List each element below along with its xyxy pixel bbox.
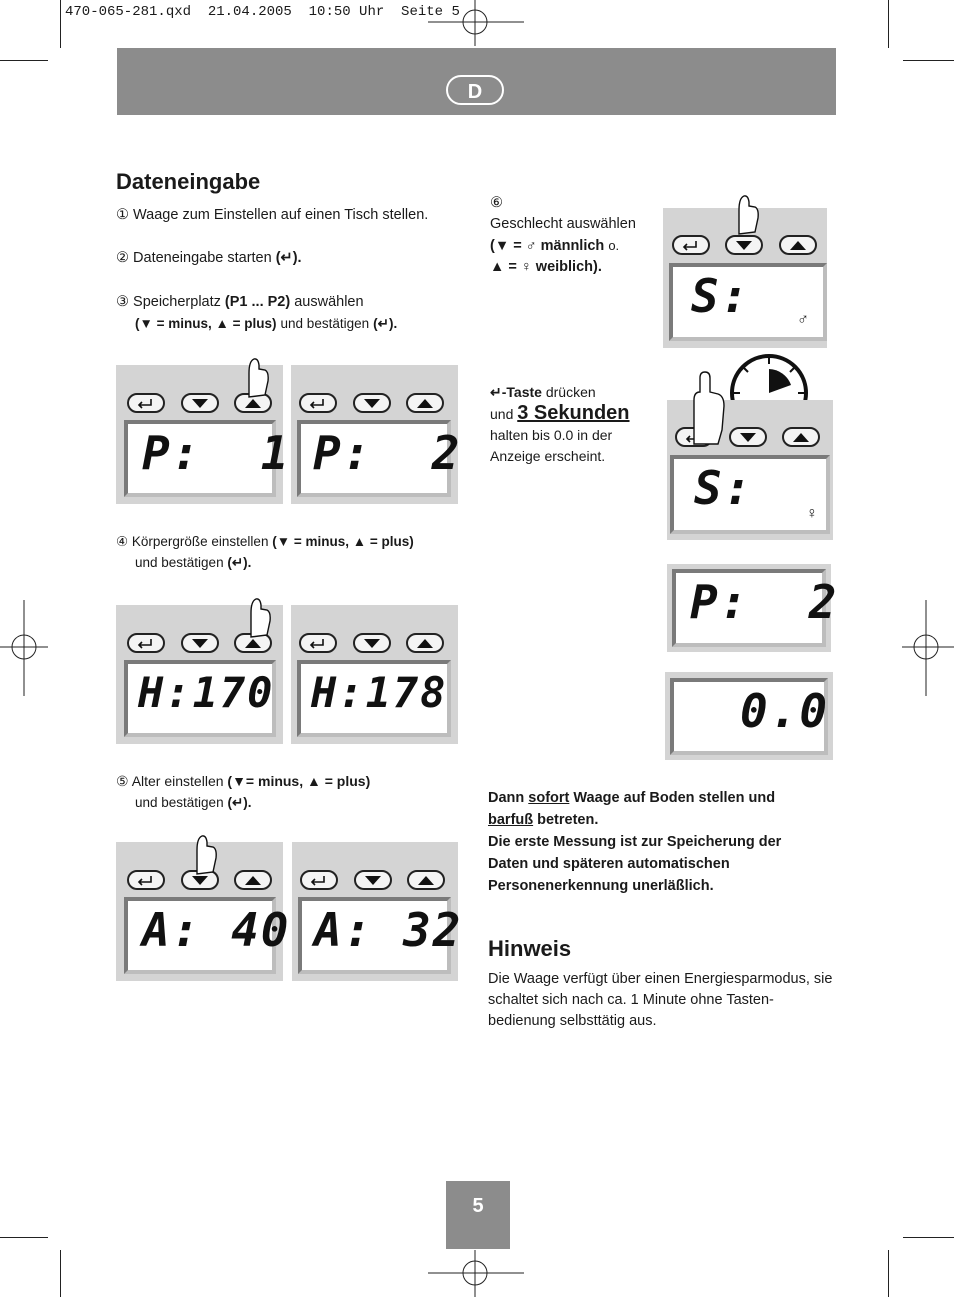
notice-text: Dann [488, 790, 525, 806]
hint-line: schaltet sich nach ca. 1 Minute ohne Tasten- [488, 992, 774, 1008]
step-keys: (▼ = minus, ▲ = plus) [135, 316, 277, 331]
male-label: männlich [540, 238, 605, 254]
hold-instruction [490, 382, 650, 467]
lcd-display [297, 660, 451, 737]
step-number: ① [116, 207, 129, 223]
step-4 [116, 531, 456, 573]
scale-panel-p2 [291, 365, 462, 504]
step-number: ⑤ [116, 773, 129, 789]
registration-mark-right [902, 600, 954, 696]
down-button [725, 235, 763, 255]
enter-button [299, 393, 337, 413]
step-range: (P1 ... P2) [224, 294, 291, 310]
step-text: halten [490, 427, 529, 443]
lcd-reading: A: 32 [314, 903, 463, 957]
enter-symbol: (↵). [227, 555, 252, 570]
lcd-reading: P: 2 [690, 575, 839, 629]
up-button [406, 633, 444, 653]
scale-panel-gender [663, 208, 827, 348]
hint-text [488, 969, 848, 1032]
step-number: ③ [116, 294, 129, 310]
step-number: ⑥ [490, 195, 503, 211]
up-button [407, 870, 445, 890]
enter-button [672, 235, 710, 255]
pointing-finger-icon [243, 595, 273, 639]
lcd-reading: S: [694, 461, 754, 515]
key-down-label: (▼ = [490, 238, 522, 254]
scale-display-zero [665, 672, 833, 760]
scale-panel-height-178 [291, 605, 458, 744]
lcd-display [298, 897, 463, 974]
hint-line: bedienung selbsttätig aus. [488, 1013, 657, 1029]
step-text: auswählen [294, 294, 364, 310]
crop-mark [60, 1250, 61, 1297]
step-keys: (▼= minus, ▲ = plus) [227, 773, 371, 789]
step-text: drücken [545, 384, 596, 400]
female-label: weiblich). [535, 259, 602, 275]
notice-text: Die erste Messung ist zur Speicherung der [488, 834, 782, 850]
lcd-reading: P: 1 [142, 426, 291, 480]
step-6 [490, 193, 650, 278]
scale-panel-height-170 [116, 605, 283, 744]
up-button [782, 427, 820, 447]
lcd-display [124, 897, 291, 974]
notice-text: Daten und späteren automatischen [488, 856, 730, 872]
step-text: bis 0.0 in der [532, 427, 613, 443]
notice-emphasis: sofort [528, 790, 570, 806]
step-text: Waage zum Einstellen auf einen Tisch stellen. [133, 207, 429, 223]
notice-emphasis: barfuß [488, 812, 534, 828]
step-text: und [490, 406, 514, 422]
down-button [353, 393, 391, 413]
notice-text: Personenerkennung unerläßlich. [488, 878, 714, 894]
lcd-reading: A: 40 [142, 903, 291, 957]
up-button [406, 393, 444, 413]
lcd-display [297, 420, 462, 497]
page-number: 5 [446, 1181, 510, 1249]
key-up-label: ▲ = [490, 259, 517, 275]
pointing-finger-icon [189, 832, 219, 876]
crop-mark [903, 60, 954, 61]
lcd-reading: P: 2 [313, 426, 462, 480]
duration-label: 3 Sekunden [517, 402, 630, 424]
enter-button [127, 633, 165, 653]
step-text: und bestätigen [280, 316, 370, 331]
step-text: und bestätigen [135, 795, 224, 810]
female-icon: ♀ [520, 259, 532, 275]
crop-mark [0, 60, 48, 61]
notice-block [488, 787, 848, 897]
step-3 [116, 292, 456, 335]
pointing-finger-icon [241, 355, 271, 399]
step-text: und bestätigen [135, 555, 224, 570]
crop-mark [0, 1237, 48, 1238]
down-button [354, 870, 392, 890]
step-text: Anzeige erscheint. [490, 448, 606, 464]
enter-symbol: (↵). [373, 316, 398, 331]
scale-panel-p1 [116, 365, 291, 504]
down-button [181, 393, 219, 413]
step-text: Körpergröße einstellen [131, 534, 269, 549]
language-badge: D [446, 75, 504, 105]
scale-panel-age-32 [292, 842, 463, 981]
male-icon: ♂ [525, 238, 537, 254]
scale-panel-age-40 [116, 842, 291, 981]
lcd-display [670, 678, 828, 755]
hint-line: Die Waage verfügt über einen Energiesparmodus, sie [488, 971, 833, 987]
step-2 [116, 248, 302, 269]
crop-mark [60, 0, 61, 48]
enter-button [127, 393, 165, 413]
down-button [181, 633, 219, 653]
lcd-reading: H:178 [311, 668, 448, 717]
enter-symbol: (↵). [275, 250, 302, 266]
registration-mark-bottom [428, 1250, 524, 1297]
down-button [729, 427, 767, 447]
crop-mark [903, 1237, 954, 1238]
pointing-finger-icon [731, 192, 761, 236]
crop-mark [888, 1250, 889, 1297]
lcd-display [124, 660, 276, 737]
or-label: o. [608, 238, 620, 253]
lcd-reading: 0.0 [740, 684, 830, 738]
up-button [234, 870, 272, 890]
step-keys: (▼ = minus, ▲ = plus) [272, 534, 414, 549]
lcd-reading: H:170 [138, 668, 275, 717]
lcd-display [669, 263, 827, 341]
section-heading: Dateneingabe [116, 169, 261, 194]
female-icon: ♀ [806, 505, 818, 522]
step-1 [116, 205, 428, 226]
crop-mark [888, 0, 889, 48]
notice-text: Waage auf Boden stellen und [573, 790, 776, 806]
hand-pressing-icon [684, 370, 728, 446]
step-5 [116, 771, 456, 813]
lcd-display [124, 420, 291, 497]
step-text: Alter einstellen [131, 773, 224, 789]
step-number: ④ [116, 534, 129, 549]
down-button [353, 633, 391, 653]
print-slug: 470-065-281.qxd 21.04.2005 10:50 Uhr Seite 5 [65, 4, 460, 20]
lcd-display [672, 569, 839, 647]
step-text: Speicherplatz [133, 294, 221, 310]
hint-heading: Hinweis [488, 936, 572, 961]
male-icon: ♂ [797, 311, 809, 328]
enter-button [127, 870, 165, 890]
lcd-display [670, 455, 830, 534]
notice-text: betreten. [537, 812, 599, 828]
enter-symbol: (↵). [227, 795, 252, 810]
scale-display-p2-confirm [667, 564, 839, 652]
step-number: ② [116, 250, 129, 266]
step-text: Dateneingabe starten [133, 250, 272, 266]
enter-button [300, 870, 338, 890]
registration-mark-left [0, 600, 48, 696]
step-text: Geschlecht auswählen [490, 216, 636, 232]
enter-key-label: ↵-Taste [490, 384, 542, 400]
up-button [779, 235, 817, 255]
lcd-reading: S: [691, 269, 751, 323]
enter-button [299, 633, 337, 653]
